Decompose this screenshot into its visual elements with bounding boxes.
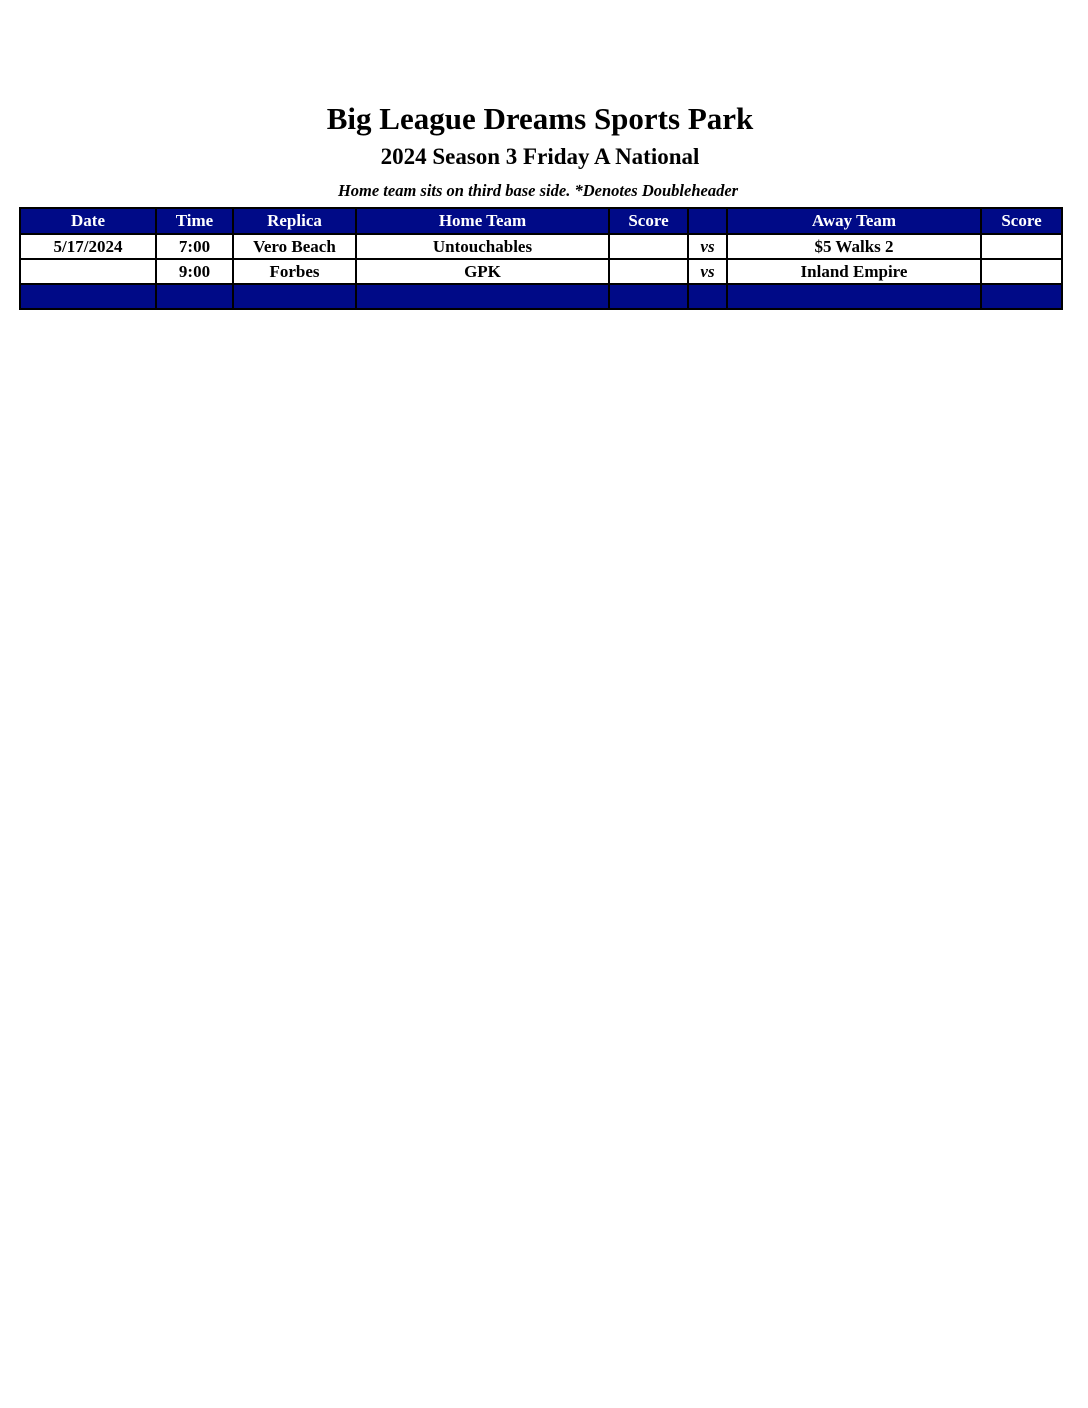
footer-cell	[233, 284, 356, 309]
column-header-away-team: Away Team	[727, 208, 981, 234]
cell-home-score	[609, 234, 688, 259]
cell-time: 9:00	[156, 259, 233, 284]
seating-note: Home team sits on third base side. *Denotes Doubleheader	[337, 181, 739, 200]
column-header-vs	[688, 208, 727, 234]
cell-away-score	[981, 234, 1062, 259]
footer-cell	[981, 284, 1062, 309]
column-header-home-team: Home Team	[356, 208, 609, 234]
footer-cell	[156, 284, 233, 309]
cell-away-score	[981, 259, 1062, 284]
table-row	[20, 234, 1062, 259]
footer-cell	[20, 284, 156, 309]
cell-home-team: Untouchables	[356, 234, 609, 259]
cell-away-team: $5 Walks 2	[727, 234, 981, 259]
column-header-time: Time	[156, 208, 233, 234]
footer-cell	[727, 284, 981, 309]
column-header-replica: Replica	[233, 208, 356, 234]
table-row	[20, 259, 1062, 284]
cell-time: 7:00	[156, 234, 233, 259]
footer-cell	[688, 284, 727, 309]
column-header-home-score: Score	[609, 208, 688, 234]
footer-cell	[609, 284, 688, 309]
cell-home-score	[609, 259, 688, 284]
cell-vs: vs	[688, 259, 727, 284]
cell-home-team: GPK	[356, 259, 609, 284]
column-header-date: Date	[20, 208, 156, 234]
cell-away-team: Inland Empire	[727, 259, 981, 284]
cell-vs: vs	[688, 234, 727, 259]
page-title: Big League Dreams Sports Park	[326, 101, 754, 136]
cell-replica: Forbes	[233, 259, 356, 284]
season-subtitle: 2024 Season 3 Friday A National	[380, 144, 700, 169]
schedule-table	[19, 207, 1063, 310]
cell-date: 5/17/2024	[20, 234, 156, 259]
table-footer-row	[20, 284, 1062, 309]
cell-date	[20, 259, 156, 284]
footer-cell	[356, 284, 609, 309]
column-header-away-score: Score	[981, 208, 1062, 234]
cell-replica: Vero Beach	[233, 234, 356, 259]
table-header-row	[20, 208, 1062, 234]
